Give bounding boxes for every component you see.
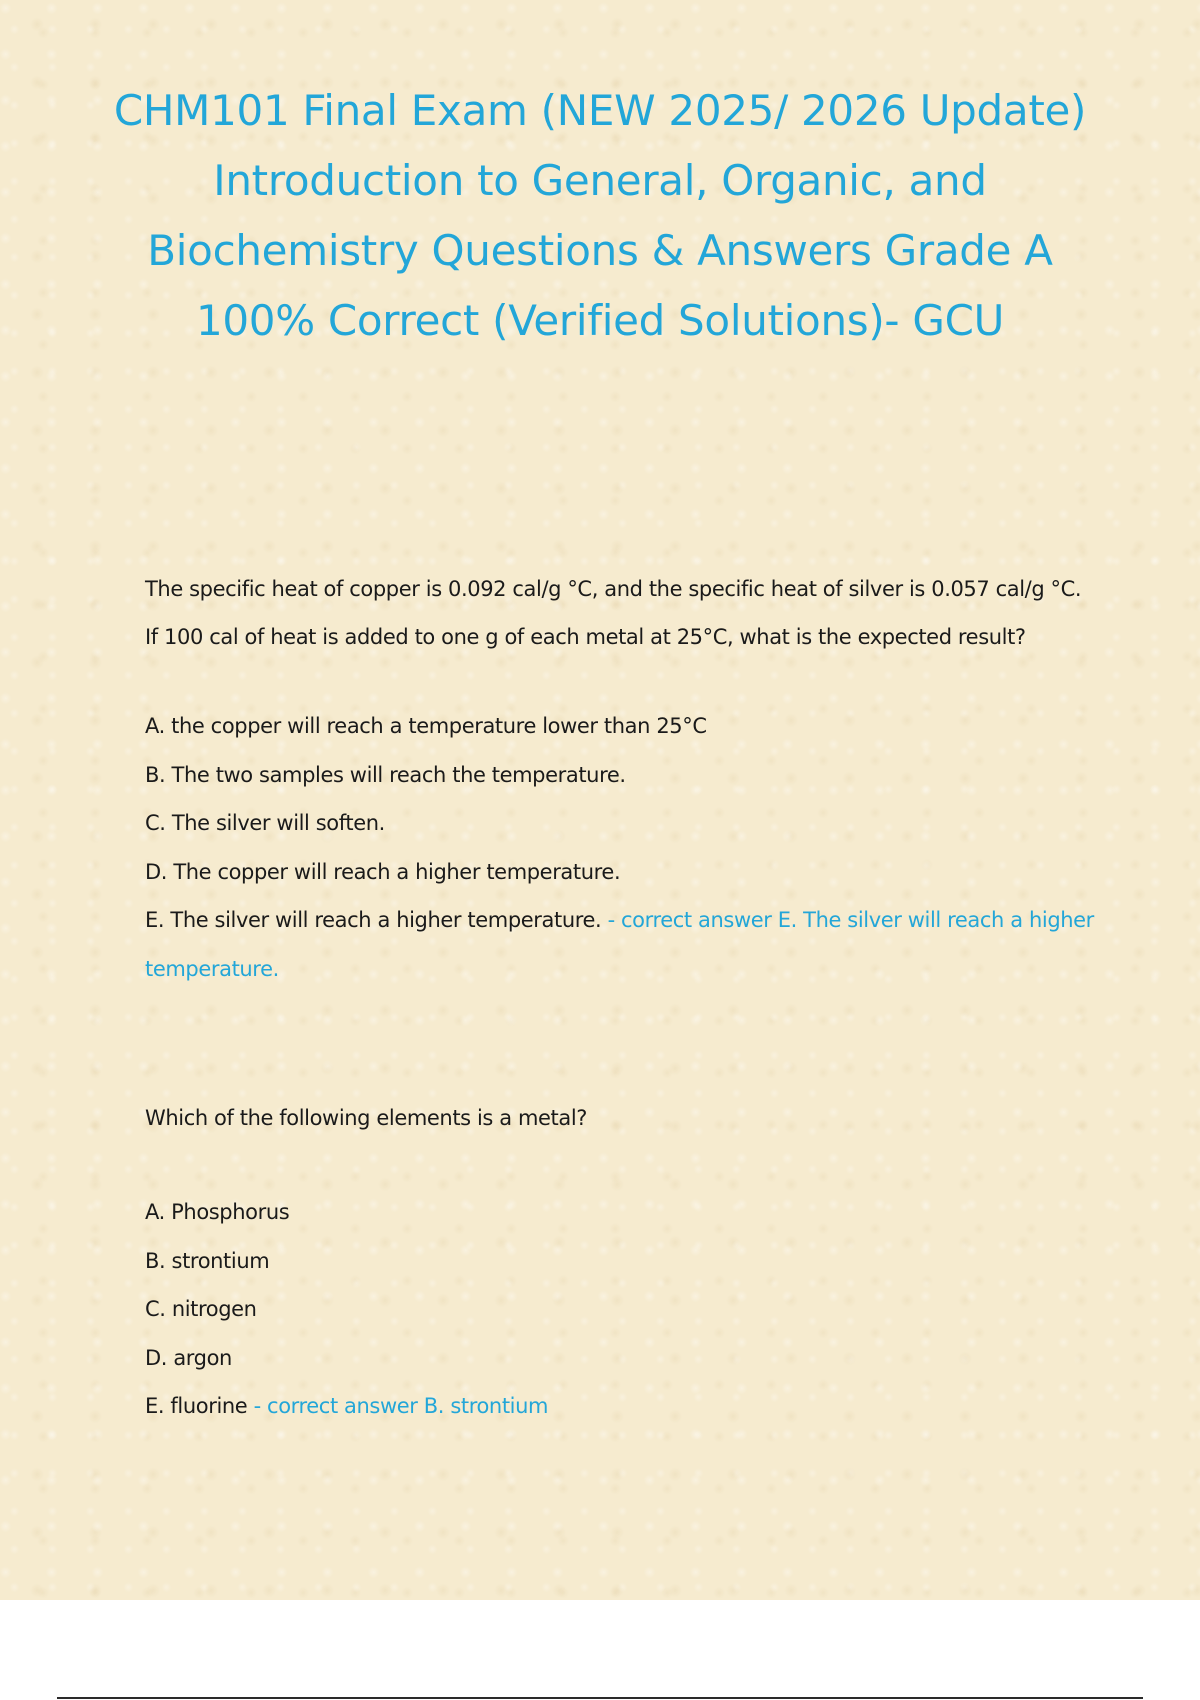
option-e: E. The silver will reach a higher temperature. <box>145 908 602 932</box>
question-2 <box>145 1094 1095 1431</box>
option-b: B. strontium <box>145 1248 270 1273</box>
option-c: C. nitrogen <box>145 1297 257 1321</box>
question-text: Which of the following elements is a metal? <box>145 1106 588 1130</box>
correct-answer: - correct answer E. The silver will reach a higher temperature. <box>145 908 1094 981</box>
answer-options <box>145 702 1095 993</box>
document-title: CHM101 Final Exam (NEW 2025/ 2026 Update) Introduction to General, Organic, and Biochemistry Questions & Answers Grade A 100% Correct (Verified Solutions)- GCU <box>113 86 1087 345</box>
option-e-with-answer <box>145 1382 1095 1431</box>
correct-answer: - correct answer B. strontium <box>253 1394 549 1418</box>
option-e: E. fluorine <box>145 1394 248 1418</box>
question-1 <box>145 565 1095 993</box>
option-c: C. The silver will soften. <box>145 811 385 835</box>
answer-options <box>145 1188 1095 1431</box>
footer-divider <box>57 1697 1143 1699</box>
question-text: The specific heat of copper is 0.092 cal/g °C, and the specific heat of silver is 0.057 cal/g °C. If 100 cal of heat is added to one g of each metal at 25°C, what is the expected result? <box>145 577 1082 649</box>
option-d: D. The copper will reach a higher temperature. <box>145 859 621 884</box>
option-b: B. The two samples will reach the temperature. <box>145 762 626 787</box>
option-a: A. the copper will reach a temperature lower than 25°C <box>145 714 707 738</box>
option-e-with-answer <box>145 896 1095 993</box>
option-a: A. Phosphorus <box>145 1200 290 1224</box>
option-d: D. argon <box>145 1345 232 1370</box>
